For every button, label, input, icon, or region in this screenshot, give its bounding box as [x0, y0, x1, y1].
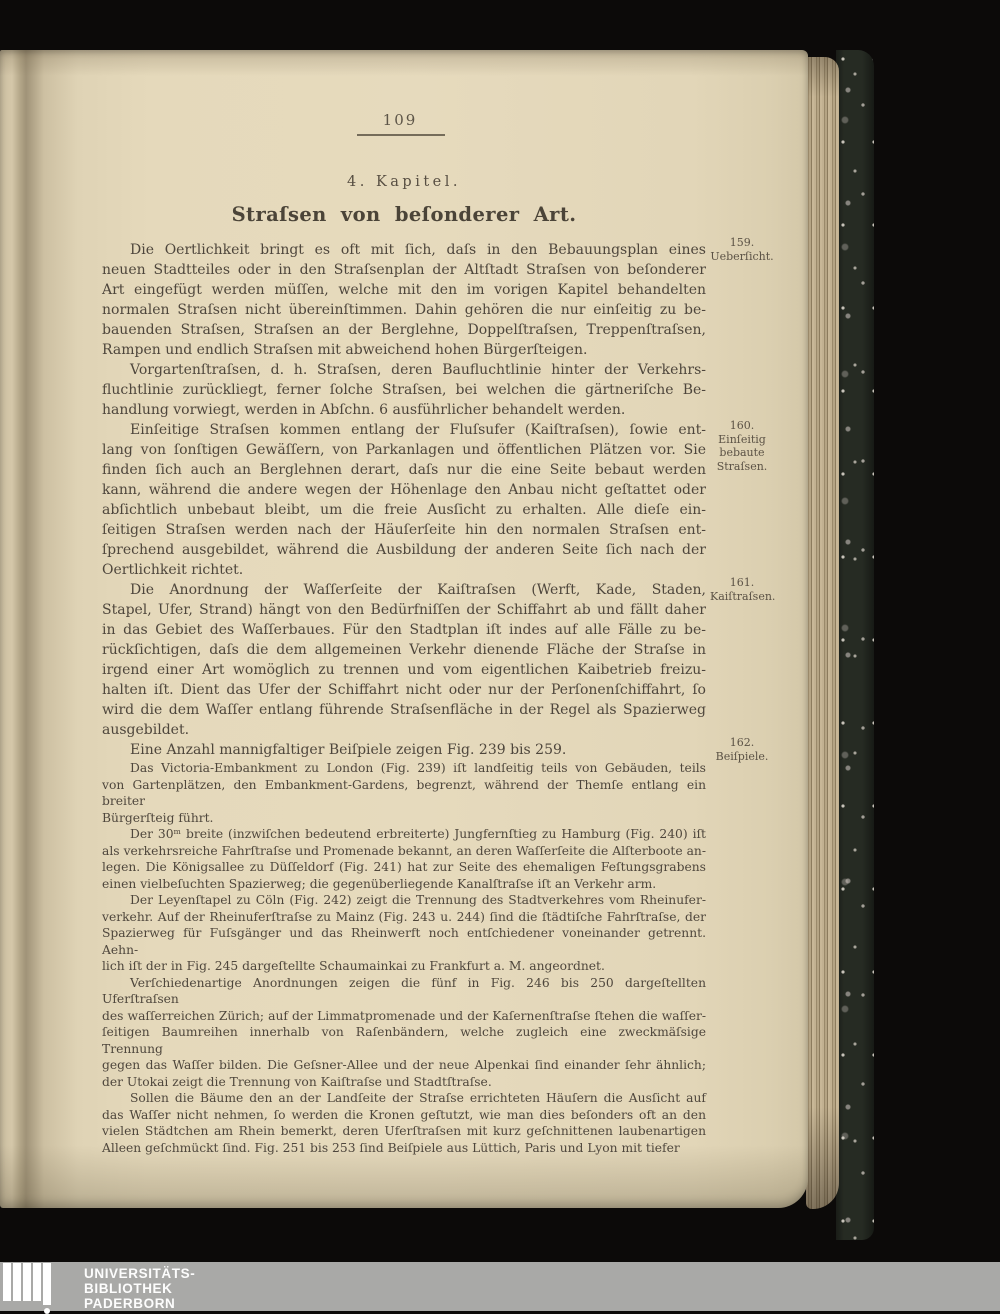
- paragraph: [102, 420, 706, 580]
- logo-bar: [13, 1263, 21, 1301]
- library-name-line: PADERBORN: [84, 1296, 195, 1311]
- margin-note-label: Kaiſtraſsen.: [710, 590, 774, 604]
- text-line: Alleen geſchmückt ſind. Fig. 251 bis 253 ſind Beiſpiele aus Lüttich, Paris und Lyon mit tiefer: [102, 1140, 706, 1157]
- page-title: Straſsen von beſonderer Art.: [104, 203, 704, 226]
- text-line: ſprechend ausgebildet, während die Ausbildung der anderen Seite ſich nach der: [102, 540, 706, 560]
- page-number: 109: [340, 111, 460, 129]
- margin-note: [710, 576, 774, 603]
- logo-bar: [43, 1263, 51, 1305]
- text-line: Der 30ᵐ breite (inzwiſchen bedeutend erbreiterte) Jungfernſtieg zu Hamburg (Fig. 240) iſt: [102, 826, 706, 843]
- text-line: Stapel, Ufer, Strand) hängt von den Bedürfniſſen der Schiffahrt ab und fällt daher: [102, 600, 706, 620]
- text-line: von Gartenplätzen, den Embankment-Gardens, begrenzt, während der Themſe entlang ein breiter: [102, 777, 706, 810]
- text-line: Sollen die Bäume den an der Landſeite der Straſse errichteten Häuſern die Ausſicht auf: [102, 1090, 706, 1107]
- text-line: Spazierweg für Fuſsgänger und das Rheinwerft noch entſchiedener voneinander getrennt. Aehn-: [102, 925, 706, 958]
- margin-note-number: 159.: [710, 236, 774, 250]
- margin-note-label: Straſsen.: [710, 460, 774, 474]
- logo-bar: [33, 1263, 41, 1301]
- text-column: [102, 240, 706, 1156]
- text-line: das Waſſer nicht nehmen, ſo werden die Kronen geſtutzt, wie man dies beſonders oft an den: [102, 1107, 706, 1124]
- page-edge-stack: [806, 57, 839, 1209]
- text-line: Verſchiedenartige Anordnungen zeigen die fünf in Fig. 246 bis 250 dargeſtellten Uferſtraſsen: [102, 975, 706, 1008]
- logo-bar: [3, 1263, 11, 1301]
- text-line: normalen Straſsen nicht übereinſtimmen. Dahin gehören die nur einſeitig zu be-: [102, 300, 706, 320]
- text-line: ſeitigen Baumreihen innerhalb von Raſenbändern, welche zugleich eine zweckmäſsige Trennung: [102, 1024, 706, 1057]
- margin-note: [710, 736, 774, 763]
- text-line: bauenden Straſsen, Straſsen an der Berglehne, Doppelſtraſsen, Treppenſtraſsen,: [102, 320, 706, 340]
- text-line: in das Gebiet des Waſſerbaues. Für den Stadtplan iſt indes auf alle Fälle zu be-: [102, 620, 706, 640]
- text-line: Das Victoria-Embankment zu London (Fig. 239) iſt landſeitig teils von Gebäuden, teils: [102, 760, 706, 777]
- text-line: kann, während die andere wegen der Höhenlage den Anbau nicht geſtattet oder: [102, 480, 706, 500]
- text-line: halten iſt. Dient das Ufer der Schiffahrt nicht oder nur der Perſonenſchiffahrt, ſo: [102, 680, 706, 700]
- text-line: rückſichtigen, daſs die dem allgemeinen Verkehr dienende Fläche der Straſse in: [102, 640, 706, 660]
- text-line: abſichtlich unbebaut bleibt, um die freie Ausſicht zu erhalten. Alle dieſe ein-: [102, 500, 706, 520]
- paragraph: [102, 975, 706, 1091]
- margin-note-label: Ueberſicht.: [710, 250, 774, 264]
- library-name-line: UNIVERSITÄTS-: [84, 1266, 195, 1281]
- text-line: ſeitigen Straſsen werden nach der Häuſerſeite hin den normalen Straſsen ent-: [102, 520, 706, 540]
- margin-note-label: bebaute: [710, 446, 774, 460]
- text-line: legen. Die Königsallee zu Düſſeldorf (Fig. 241) hat zur Seite des ehemaligen Feſtungsgrabens: [102, 859, 706, 876]
- paragraph: [102, 892, 706, 975]
- text-line: verkehr. Auf der Rheinuferſtraſse zu Mainz (Fig. 243 u. 244) ſind die ſtädtiſche Fahrſtraſse, der: [102, 909, 706, 926]
- text-line: irgend einer Art womöglich zu trennen und vom eigentlichen Kaibetrieb freizu-: [102, 660, 706, 680]
- library-name-line: BIBLIOTHEK: [84, 1281, 195, 1296]
- paragraph: [102, 1090, 706, 1156]
- text-line: Vorgartenſtraſsen, d. h. Straſsen, deren Baufluchtlinie hinter der Verkehrs-: [102, 360, 706, 380]
- library-banner: [0, 1262, 1000, 1311]
- margin-note-number: 161.: [710, 576, 774, 590]
- page-number-rule: [357, 134, 445, 136]
- text-line: Art eingefügt werden müſſen, welche mit den im vorigen Kapitel behandelten: [102, 280, 706, 300]
- text-line: einen vielbeſuchten Spazierweg; die gegenüberliegende Kanalſtraſse iſt an Verkehr arm.: [102, 876, 706, 893]
- paragraph: [102, 760, 706, 826]
- text-line: Eine Anzahl mannigfaltiger Beiſpiele zeigen Fig. 239 bis 259.: [102, 740, 706, 760]
- book-page: [0, 50, 808, 1208]
- margin-note-label: Beiſpiele.: [710, 750, 774, 764]
- text-line: des waſſerreichen Zürich; auf der Limmatpromenade und der Kaſernenſtraſse ſtehen die waſſer-: [102, 1008, 706, 1025]
- text-line: finden ſich auch an Berglehnen derart, daſs nur die eine Seite bebaut werden: [102, 460, 706, 480]
- book-cover-marbled-edge: [836, 50, 874, 1240]
- text-line: Rampen und endlich Straſsen mit abweichend hohen Bürgerſteigen.: [102, 340, 706, 360]
- margin-note: [710, 236, 774, 263]
- text-line: ausgebildet.: [102, 720, 706, 740]
- text-line: gegen das Waſſer bilden. Die Geſsner-Allee und der neue Alpenkai ſind einander ſehr ähnlich;: [102, 1057, 706, 1074]
- paragraph: [102, 240, 706, 360]
- text-line: wird die dem Waſſer entlang führende Straſsenfläche in der Regel als Spazierweg: [102, 700, 706, 720]
- library-name: [84, 1266, 195, 1311]
- margin-note-number: 160.: [710, 419, 774, 433]
- text-line: handlung vorwiegt, werden in Abſchn. 6 ausführlicher behandelt werden.: [102, 400, 706, 420]
- paragraph: [102, 580, 706, 740]
- paragraph: [102, 360, 706, 420]
- text-line: neuen Stadtteiles oder in den Straſsenplan der Altſtadt Straſsen von beſonderer: [102, 260, 706, 280]
- text-line: Einſeitige Straſsen kommen entlang der Fluſsufer (Kaiſtraſsen), ſowie ent-: [102, 420, 706, 440]
- text-line: Bürgerſteig führt.: [102, 810, 706, 827]
- text-line: lich iſt der in Fig. 245 dargeſtellte Schaumainkai zu Frankfurt a. M. angeordnet.: [102, 958, 706, 975]
- margin-note-label: Einſeitig: [710, 433, 774, 447]
- text-line: Die Anordnung der Waſſerſeite der Kaiſtraſsen (Werft, Kade, Staden,: [102, 580, 706, 600]
- chapter-heading: 4. Kapitel.: [204, 174, 604, 190]
- logo-bar: [23, 1263, 31, 1301]
- paragraph: [102, 826, 706, 892]
- text-line: vielen Städtchen am Rhein bemerkt, deren Uferſtraſsen mit kurz geſchnittenen laubenartigen: [102, 1123, 706, 1140]
- text-line: fluchtlinie zurückliegt, ferner ſolche Straſsen, bei welchen die gärtneriſche Be-: [102, 380, 706, 400]
- text-line: Der Leyenſtapel zu Cöln (Fig. 242) zeigt die Trennung des Stadtverkehres vom Rheinufer-: [102, 892, 706, 909]
- text-line: lang von ſonſtigen Gewäſſern, von Parkanlagen und öffentlichen Plätzen vor. Sie: [102, 440, 706, 460]
- library-logo-icon: [3, 1263, 57, 1311]
- margin-note-number: 162.: [710, 736, 774, 750]
- margin-note: [710, 419, 774, 473]
- text-line: als verkehrsreiche Fahrſtraſse und Promenade bekannt, an deren Waſſerſeite die Alſterboote an-: [102, 843, 706, 860]
- text-line: der Utokai zeigt die Trennung von Kaiſtraſse und Stadtſtraſse.: [102, 1074, 706, 1091]
- text-line: Oertlichkeit richtet.: [102, 560, 706, 580]
- text-line: Die Oertlichkeit bringt es oft mit ſich, daſs in den Bebauungsplan eines: [102, 240, 706, 260]
- paragraph: [102, 740, 706, 760]
